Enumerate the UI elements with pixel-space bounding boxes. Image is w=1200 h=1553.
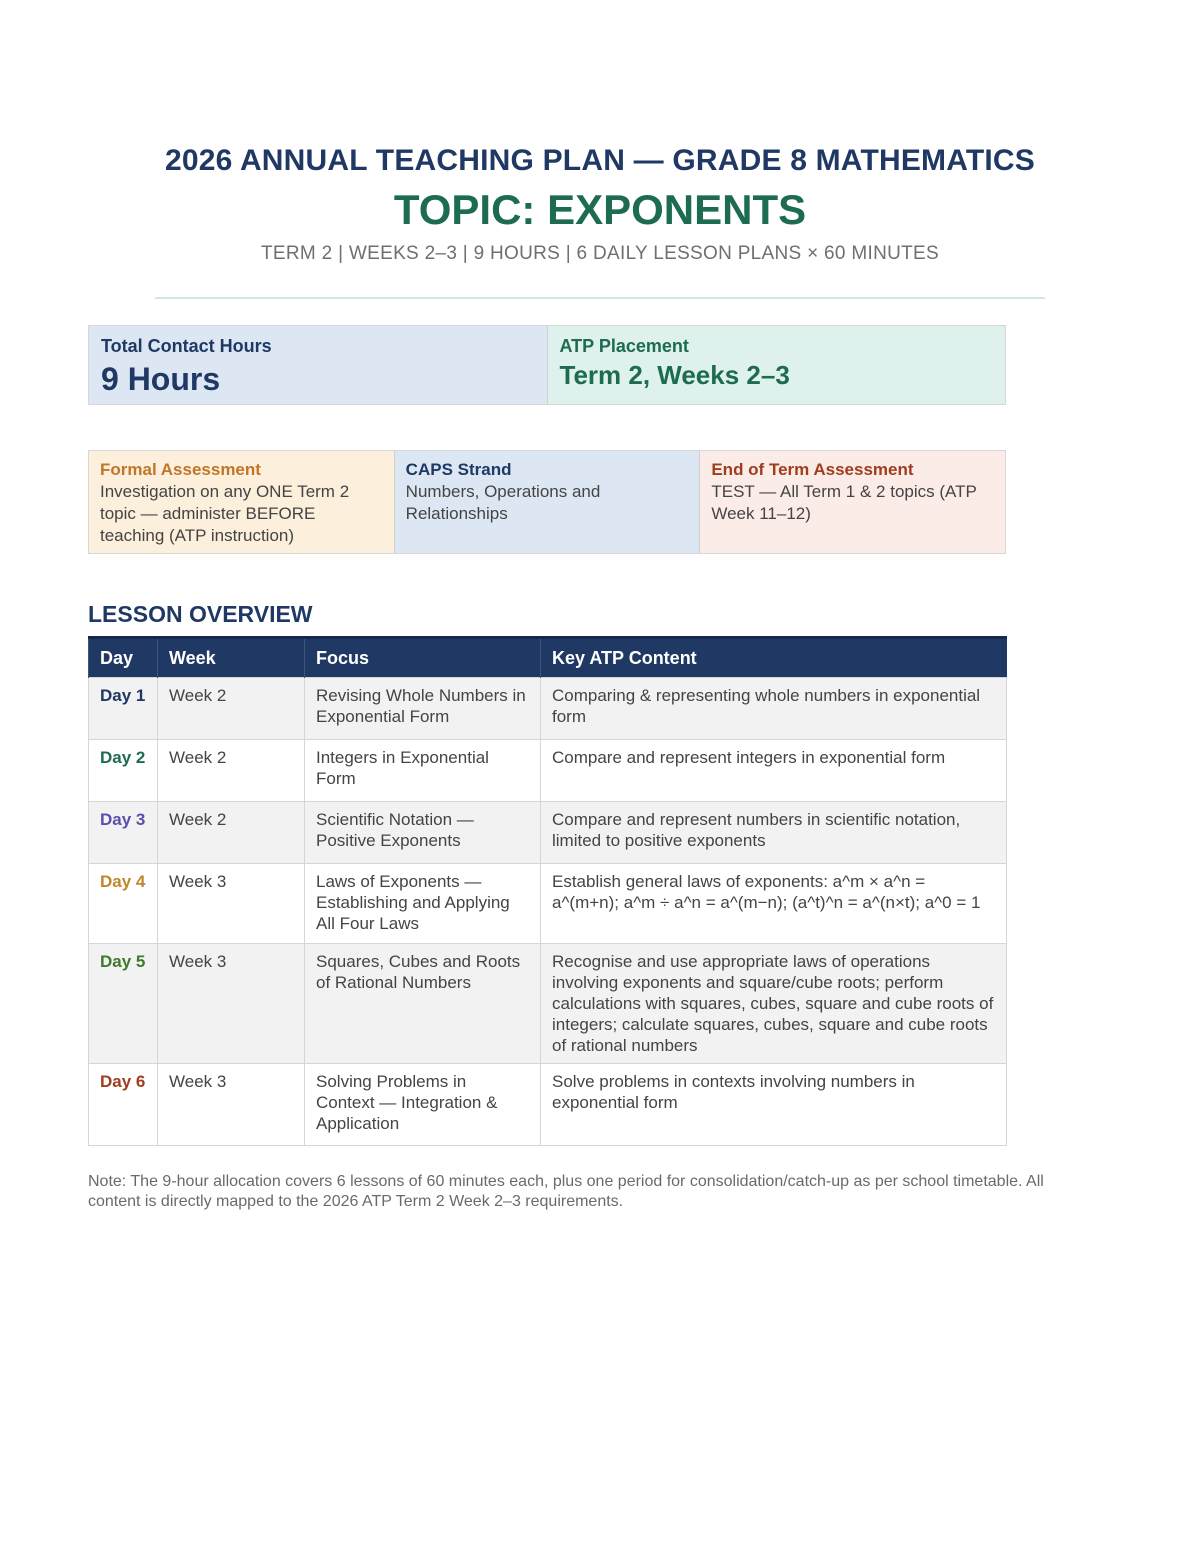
week-cell: Week 2 [158,802,305,864]
lesson-overview-table [88,636,1007,1146]
content-cell: Establish general laws of exponents: a^m × a^n = a^(m+n); a^m ÷ a^n = a^(m−n); (a^t)^n = a^(n×t); a^0 = 1 [541,864,1007,944]
summary-box [88,325,1006,405]
content-cell: Recognise and use appropriate laws of operations involving exponents and square/cube roots; perform calculations with squares, cubes, square and cube roots of integers; calculate squares, cubes, square and cube roots of rational numbers [541,944,1007,1064]
table-row [89,864,1007,944]
table-row [89,678,1007,740]
day-cell: Day 1 [89,678,158,740]
atp-placement-label: ATP Placement [559,336,689,356]
content-cell: Comparing & representing whole numbers in exponential form [541,678,1007,740]
details-box [88,450,1006,554]
header-divider [155,297,1045,299]
focus-cell: Scientific Notation — Positive Exponents [305,802,541,864]
document-header [0,140,1200,268]
table-row [89,802,1007,864]
contact-hours-label: Total Contact Hours [101,336,272,356]
column-header-day: Day [89,638,158,678]
lesson-overview-title: LESSON OVERVIEW [88,601,313,627]
caps-strand-cell [395,451,701,553]
footnote: Note: The 9-hour allocation covers 6 lessons of 60 minutes each, plus one period for consolidation/catch-up as per school timetable. All content is directly mapped to the 2026 ATP Term 2 Week 2–3 requirements. [88,1173,1044,1210]
end-of-term-label: End of Term Assessment [711,460,914,479]
table-row [89,740,1007,802]
day-cell: Day 4 [89,864,158,944]
focus-cell: Revising Whole Numbers in Exponential Form [305,678,541,740]
topic-title: TOPIC: EXPONENTS [393,186,807,233]
column-header-focus: Focus [305,638,541,678]
formal-assessment-text: Investigation on any ONE Term 2 topic — administer BEFORE teaching (ATP instruction) [100,482,350,545]
contact-hours-value: 9 Hours [101,361,221,397]
atp-placement-value: Term 2, Weeks 2–3 [559,360,790,390]
week-cell: Week 2 [158,678,305,740]
table-row [89,1064,1007,1146]
focus-cell: Integers in Exponential Form [305,740,541,802]
table-row [89,944,1007,1064]
caps-strand-text: Numbers, Operations and Relationships [405,482,601,523]
content-cell: Compare and represent numbers in scientific notation, limited to positive exponents [541,802,1007,864]
week-cell: Week 2 [158,740,305,802]
end-of-term-cell [700,451,1005,553]
contact-hours-cell [89,326,548,404]
column-header-week: Week [158,638,305,678]
focus-cell: Laws of Exponents — Establishing and Applying All Four Laws [305,864,541,944]
column-header-content: Key ATP Content [541,638,1007,678]
formal-assessment-cell [89,451,395,553]
day-cell: Day 5 [89,944,158,1064]
table-header-row [89,638,1007,678]
end-of-term-text: TEST — All Term 1 & 2 topics (ATP Week 11–12) [711,482,977,523]
content-cell: Solve problems in contexts involving numbers in exponential form [541,1064,1007,1146]
focus-cell: Squares, Cubes and Roots of Rational Numbers [305,944,541,1064]
topic-subtitle: TERM 2 | WEEKS 2–3 | 9 HOURS | 6 DAILY LESSON PLANS × 60 MINUTES [261,243,939,264]
atp-placement-cell [548,326,1006,404]
week-cell: Week 3 [158,1064,305,1146]
week-cell: Week 3 [158,864,305,944]
caps-strand-label: CAPS Strand [405,460,512,479]
focus-cell: Solving Problems in Context — Integration & Application [305,1064,541,1146]
day-cell: Day 6 [89,1064,158,1146]
week-cell: Week 3 [158,944,305,1064]
document-title: 2026 ANNUAL TEACHING PLAN — GRADE 8 MATHEMATICS [164,144,1036,177]
content-cell: Compare and represent integers in exponential form [541,740,1007,802]
formal-assessment-label: Formal Assessment [100,460,261,479]
day-cell: Day 2 [89,740,158,802]
day-cell: Day 3 [89,802,158,864]
